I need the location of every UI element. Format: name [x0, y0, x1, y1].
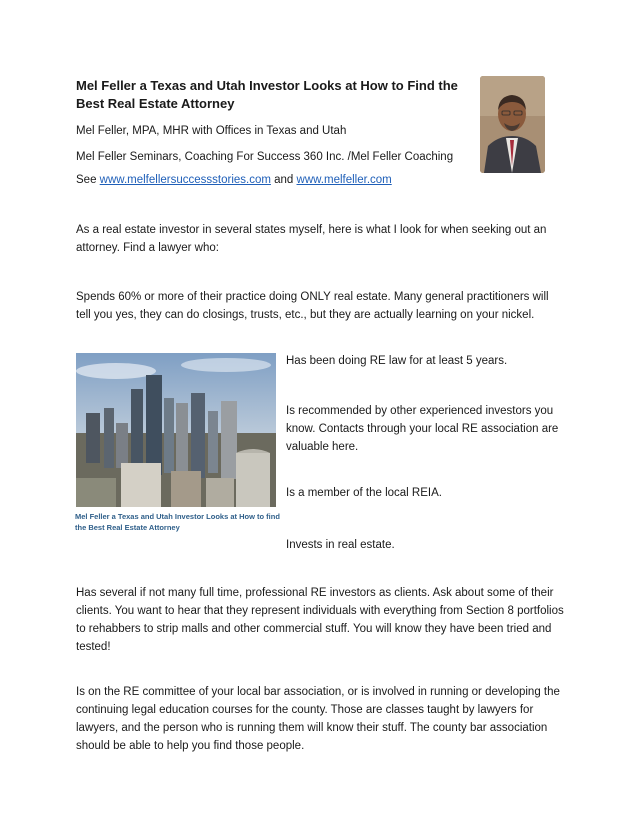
intro-paragraph: As a real estate investor in several states myself, here is what I look for when seeking out an attorney. Find a lawyer who: [76, 224, 547, 254]
link-melfeller[interactable]: www.melfeller.com [296, 174, 392, 186]
city-skyline-image [76, 353, 276, 507]
point-paragraph-6: Has several if not many full time, professional RE investors as clients. Ask about some of their clients. You want to hear that they represent individuals with everything from Section 8 portfolios to rehabbers to strip malls and other commercial stuff. You will know they have been tried and tested! [76, 587, 564, 653]
link-melfellersuccessstories[interactable]: www.melfellersuccessstories.com [99, 174, 271, 186]
document-title: Mel Feller a Texas and Utah Investor Looks at How to Find the Best Real Estate Attorney [76, 78, 458, 111]
see-prefix: See [76, 174, 100, 186]
point-paragraph-1: Spends 60% or more of their practice doing ONLY real estate. Many general practitioners will tell you yes, they can do closings, trusts, etc., but they are actually learning on your nickel. [76, 291, 549, 321]
point-paragraph-4: Is a member of the local REIA. [286, 487, 442, 499]
point-paragraph-5: Invests in real estate. [286, 539, 395, 551]
point-paragraph-3: Is recommended by other experienced investors you know. Contacts through your local RE association are valuable here. [286, 405, 559, 453]
see-and: and [270, 174, 297, 186]
company-line: Mel Feller Seminars, Coaching For Success 360 Inc. /Mel Feller Coaching [76, 151, 454, 163]
links-line [76, 172, 392, 188]
city-skyline-graphic [76, 353, 276, 507]
author-portrait-graphic [480, 76, 545, 173]
point-paragraph-7: Is on the RE committee of your local bar association, or is involved in running or developing the continuing legal education courses for the county. Those are classes taught by lawyers for lawyers, and the person who is running them will know their stuff. The county bar association should be able to help you find those people. [76, 686, 560, 752]
author-line: Mel Feller, MPA, MHR with Offices in Texas and Utah [76, 125, 347, 137]
image-caption: Mel Feller a Texas and Utah Investor Looks at How to find the Best Real Estate Attorney [75, 512, 280, 532]
point-paragraph-2: Has been doing RE law for at least 5 years. [286, 355, 508, 367]
author-portrait [480, 76, 545, 173]
